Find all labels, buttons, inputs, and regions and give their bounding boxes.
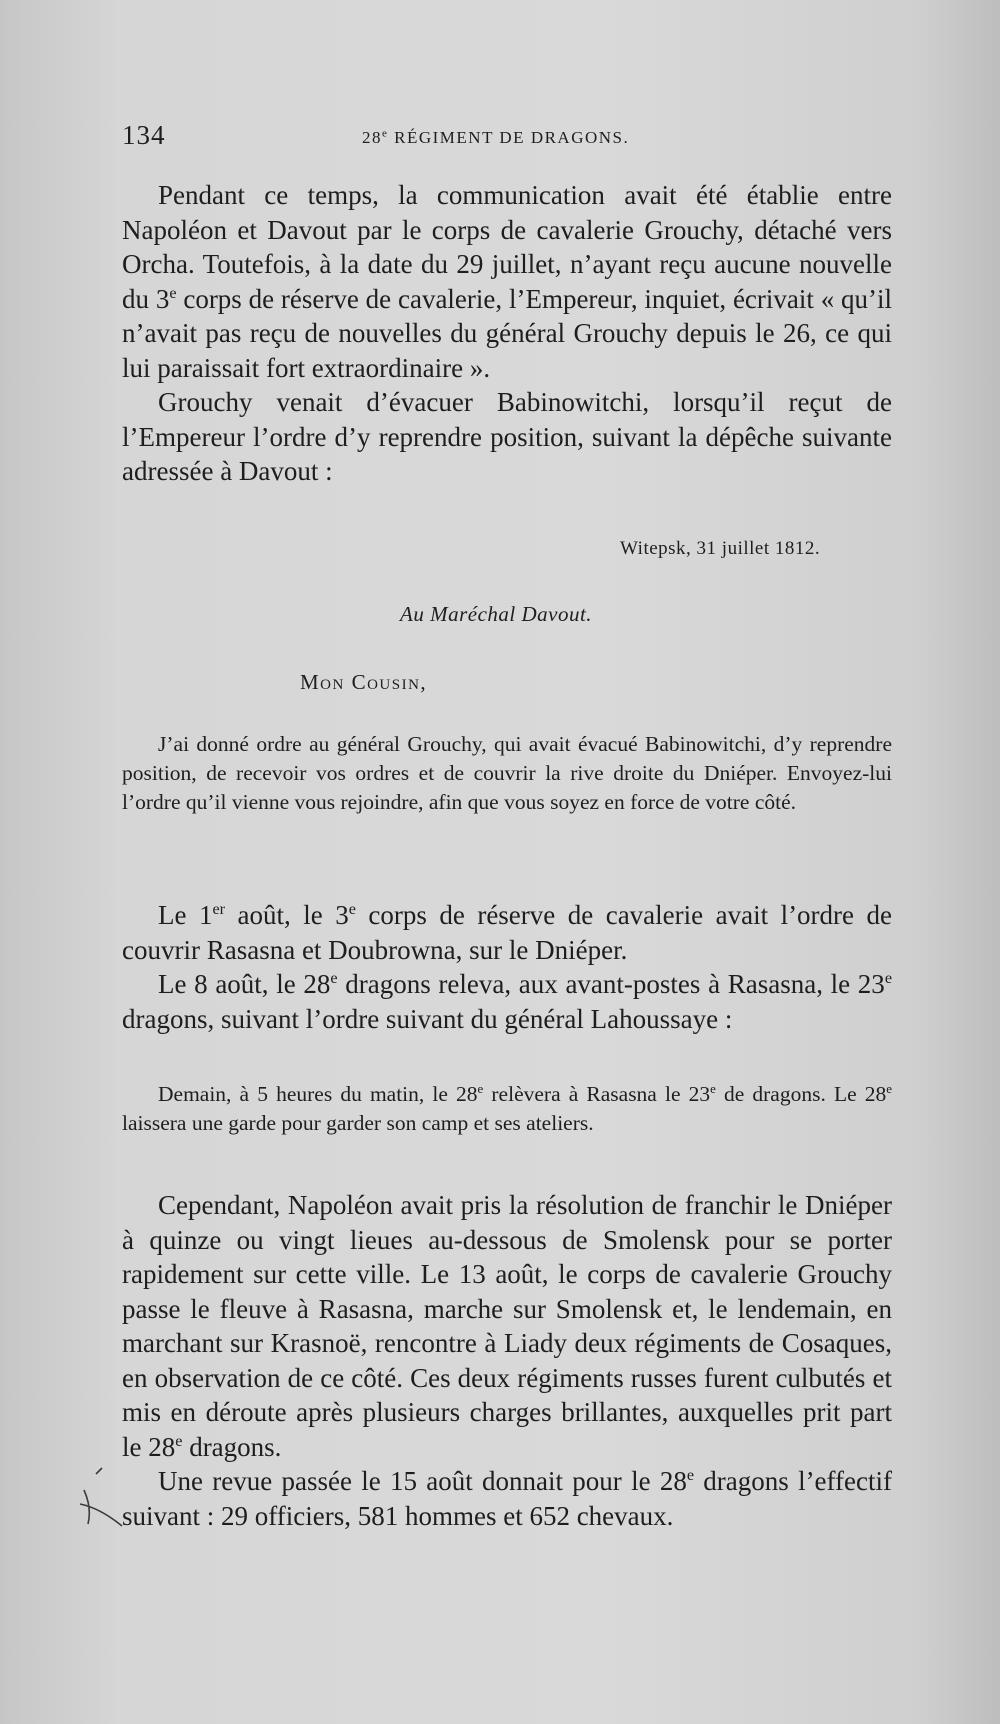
letter-body-block [122,730,892,817]
letter-addressee: Au Maréchal Davout. [400,602,593,626]
opening-section [122,178,892,489]
paragraph-august-eighth: Le 8 août, le 28e dragons releva, aux avant-postes à Rasasna, le 23e dragons, suivant l’ordre suivant du général Lahoussaye : [122,969,892,1034]
letter-dateline: Witepsk, 31 juillet 1812. [620,538,821,559]
page-header [122,120,892,160]
crossing-section [122,1188,892,1533]
order-block [122,1080,892,1138]
letter-salutation: Mon Cousin, [300,670,428,694]
august-section [122,898,892,1036]
paragraph-august-first: Le 1er août, le 3e corps de réserve de cavalerie avait l’ordre de couvrir Rasasna et Doubrowna, sur le Dniéper. [122,900,892,965]
lahoussaye-order: Demain, à 5 heures du matin, le 28e relèvera à Rasasna le 23e de dragons. Le 28e laissera une garde pour garder son camp et ses ateliers. [122,1081,892,1135]
running-title: 28e RÉGIMENT DE DRAGONS. [362,127,630,147]
page-number: 134 [122,120,166,150]
paragraph-dnieper-crossing: Cependant, Napoléon avait pris la résolution de franchir le Dniéper à quinze ou vingt lieues au-dessous de Smolensk pour se porter rapidement sur cette ville. Le 13 août, le corps de cavalerie Grouchy passe le fleuve à Rasasna, marche sur Smolensk et, le lendemain, en marchant sur Krasnoë, rencontre à Liady deux régiments de Cosaques, en observation de ce côté. Ces deux régiments russes furent culbutés et mis en déroute après plusieurs charges brillantes, auxquelles prit part le 28e dragons. [122,1190,892,1462]
paragraph-communication: Pendant ce temps, la communication avait été établie entre Napoléon et Davout par le corps de cavalerie Grouchy, détaché vers Orcha. Toutefois, à la date du 29 juillet, n’ayant reçu aucune nouvelle du 3e corps de réserve de cavalerie, l’Empereur, inquiet, écrivait « qu’il n’avait pas reçu de nouvelles du général Grouchy depuis le 26, ce qui lui paraissait fort extraordinaire ». [122,180,893,383]
letter-body: J’ai donné ordre au général Grouchy, qui avait évacué Babinowitchi, d’y reprendre position, de recevoir vos ordres et de couvrir la rive droite du Dniéper. Envoyez-lui l’ordre qu’il vienne vous rejoindre, afin que vous soyez en force de votre côté. [122,732,892,814]
handwritten-margin-mark-icon [78,1464,126,1528]
paragraph-grouchy-evacuation: Grouchy venait d’évacuer Babinowitchi, lorsqu’il reçut de l’Empereur l’ordre d’y reprendre position, suivant la dépêche suivante adressée à Davout : [122,387,892,486]
paragraph-review-august-15: Une revue passée le 15 août donnait pour le 28e dragons l’effectif suivant : 29 officiers, 581 hommes et 652 chevaux. [122,1466,893,1531]
